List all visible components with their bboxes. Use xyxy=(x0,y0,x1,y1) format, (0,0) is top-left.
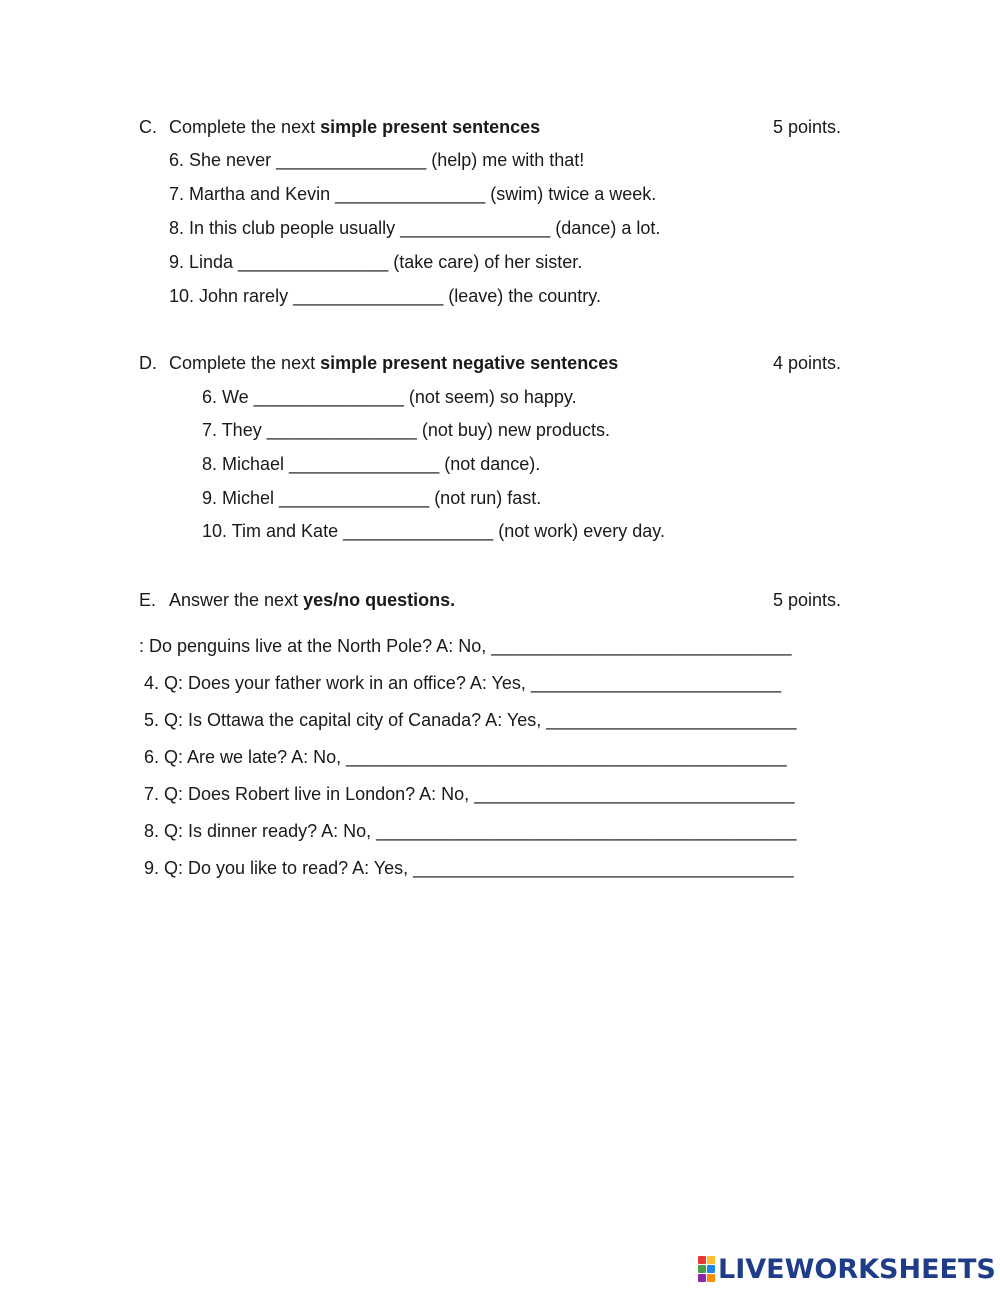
question-item: 9. Q: Do you like to read? A: Yes, ______________________________________ xyxy=(144,858,794,878)
exercise-item: 10. Tim and Kate _______________ (not work) every day. xyxy=(202,521,665,541)
logo-block xyxy=(707,1265,715,1273)
question-item: : Do penguins live at the North Pole? A: No, ______________________________ xyxy=(139,636,792,656)
exercise-item: 9. Michel _______________ (not run) fast. xyxy=(202,488,542,508)
exercise-item: 6. We _______________ (not seem) so happy. xyxy=(202,387,577,407)
section-topic: yes/no questions. xyxy=(303,590,456,610)
section-letter: E. xyxy=(139,590,157,610)
section-letter: D. xyxy=(139,353,157,373)
section-intro: Complete the next xyxy=(169,117,321,137)
logo-block xyxy=(707,1274,715,1282)
logo-block xyxy=(707,1256,715,1264)
question-item: 6. Q: Are we late? A: No, ____________________________________________ xyxy=(144,747,787,767)
exercise-item: 7. Martha and Kevin _______________ (swim) twice a week. xyxy=(169,184,657,204)
section-points: 5 points. xyxy=(773,590,842,610)
exercise-item: 8. In this club people usually _______________ (dance) a lot. xyxy=(169,218,661,238)
exercise-item: 9. Linda _______________ (take care) of her sister. xyxy=(169,252,583,272)
section-intro: Answer the next xyxy=(169,590,304,610)
logo-block xyxy=(698,1274,706,1282)
section-e-heading xyxy=(139,590,455,611)
section-points: 4 points. xyxy=(773,353,842,373)
exercise-item: 6. She never _______________ (help) me with that! xyxy=(169,150,585,170)
logo-blocks-icon xyxy=(698,1256,715,1282)
question-item: 4. Q: Does your father work in an office? A: Yes, _________________________ xyxy=(144,673,782,693)
section-topic: simple present negative sentences xyxy=(320,353,619,373)
question-item: 8. Q: Is dinner ready? A: No, __________________________________________ xyxy=(144,821,797,841)
exercise-item: 8. Michael _______________ (not dance). xyxy=(202,454,541,474)
question-item: 5. Q: Is Ottawa the capital city of Canada? A: Yes, _________________________ xyxy=(144,710,797,730)
question-item: 7. Q: Does Robert live in London? A: No, ________________________________ xyxy=(144,784,795,804)
section-intro: Complete the next xyxy=(169,353,321,373)
exercise-item: 7. They _______________ (not buy) new products. xyxy=(202,420,610,440)
exercise-item: 10. John rarely _______________ (leave) the country. xyxy=(169,286,601,306)
section-points: 5 points. xyxy=(773,117,842,137)
section-c-heading xyxy=(139,117,540,138)
logo-block xyxy=(698,1256,706,1264)
section-d-heading xyxy=(139,353,618,374)
logo-block xyxy=(698,1265,706,1273)
liveworksheets-logo xyxy=(698,1254,996,1284)
logo-text: LIVEWORKSHEETS xyxy=(718,1253,996,1285)
section-topic: simple present sentences xyxy=(320,117,541,137)
section-letter: C. xyxy=(139,117,157,137)
